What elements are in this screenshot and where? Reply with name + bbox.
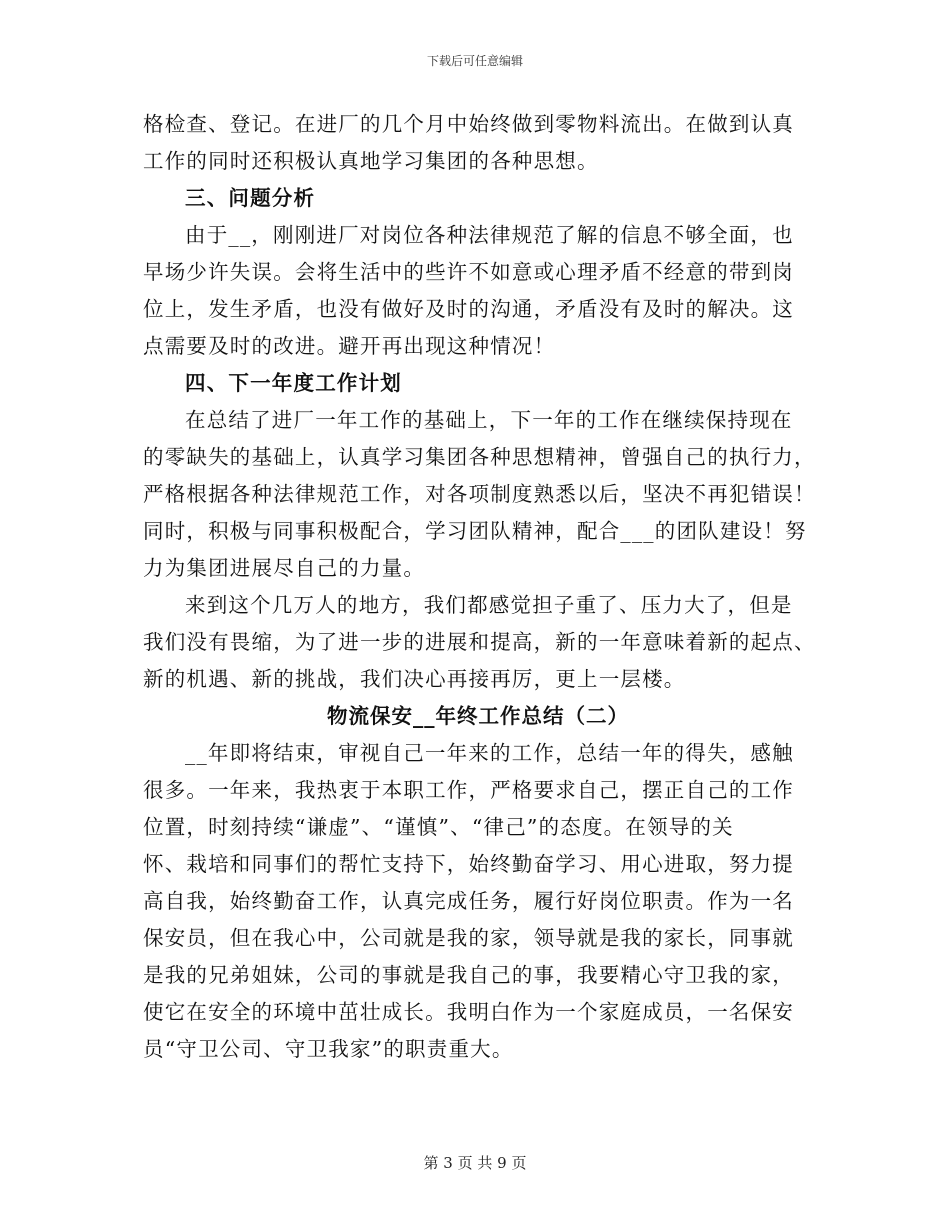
body-line: 员“守卫公司、守卫我家”的职责重大。 bbox=[143, 1037, 514, 1061]
body-line: 由于__，刚刚进厂对岗位各种法律规范了解的信息不够全面，也 bbox=[185, 223, 794, 247]
body-line: 保安员，但在我心中，公司就是我的家，领导就是我的家长，同事就 bbox=[143, 926, 794, 950]
body-line: 在总结了进厂一年工作的基础上，下一年的工作在继续保持现在 bbox=[185, 408, 793, 432]
section-heading: 三、问题分析 bbox=[185, 186, 316, 210]
body-line: 很多。一年来，我热衷于本职工作，严格要求自己，摆正自己的工作 bbox=[143, 778, 794, 802]
body-line: __年即将结束，审视自己一年来的工作，总结一年的得失，感触 bbox=[185, 741, 794, 765]
header-note: 下载后可任意编辑 bbox=[426, 54, 523, 68]
body-line: 新的机遇、新的挑战，我们决心再接再厉，更上一层楼。 bbox=[143, 667, 686, 691]
body-line: 是我的兄弟姐妹，公司的事就是我自己的事，我要精心守卫我的家， bbox=[143, 963, 794, 987]
body-line: 点需要及时的改进。避开再出现这种情况！ bbox=[143, 334, 556, 358]
body-line: 工作的同时还积极认真地学习集团的各种思想。 bbox=[143, 149, 599, 173]
body-line: 怀、栽培和同事们的帮忙支持下，始终勤奋学习、用心进取，努力提 bbox=[143, 852, 794, 876]
body-line: 使它在安全的环境中茁壮成长。我明白作为一个家庭成员，一名保安 bbox=[143, 1000, 794, 1024]
body-line: 格检查、登记。在进厂的几个月中始终做到零物料流出。在做到认真 bbox=[143, 112, 794, 136]
body-line: 高自我，始终勤奋工作，认真完成任务，履行好岗位职责。作为一名 bbox=[143, 889, 794, 913]
body-line: 同时，积极与同事积极配合，学习团队精神，配合___的团队建设！努 bbox=[143, 519, 807, 543]
body-line: 的零缺失的基础上，认真学习集团各种思想精神，曾强自己的执行力， bbox=[143, 445, 816, 469]
section-heading: 四、下一年度工作计划 bbox=[185, 371, 402, 395]
document-title: 物流保安__年终工作总结（二） bbox=[327, 704, 629, 728]
document-body bbox=[143, 106, 816, 1068]
body-line: 早场少许失误。会将生活中的些许不如意或心理矛盾不经意的带到岗 bbox=[143, 260, 794, 284]
body-line: 位置，时刻持续“谦虚”、“谨慎”、“律己”的态度。在领导的关 bbox=[143, 815, 734, 839]
body-line: 严格根据各种法律规范工作，对各项制度熟悉以后，坚决不再犯错误！ bbox=[143, 482, 816, 506]
body-line: 位上，发生矛盾，也没有做好及时的沟通，矛盾没有及时的解决。这 bbox=[143, 297, 794, 321]
body-line: 我们没有畏缩，为了进一步的进展和提高，新的一年意味着新的起点、 bbox=[143, 630, 816, 654]
body-line: 力为集团进展尽自己的力量。 bbox=[143, 556, 426, 580]
page-footer: 第 3 页 共 9 页 bbox=[423, 1154, 527, 1172]
body-line: 来到这个几万人的地方，我们都感觉担子重了、压力大了，但是 bbox=[185, 593, 793, 617]
